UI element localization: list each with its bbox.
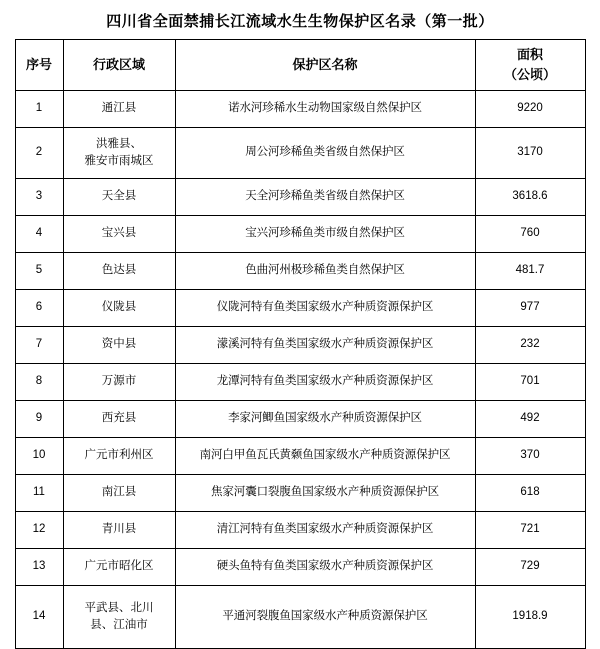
cell-region: 南江县 — [63, 475, 175, 512]
table-row — [15, 512, 585, 549]
cell-region: 通江县 — [63, 91, 175, 128]
cell-region: 青川县 — [63, 512, 175, 549]
cell-area: 492 — [475, 401, 585, 438]
column-header-no: 序号 — [15, 40, 63, 91]
cell-name: 濛溪河特有鱼类国家级水产种质资源保护区 — [175, 327, 475, 364]
cell-name: 南河白甲鱼瓦氏黄颡鱼国家级水产种质资源保护区 — [175, 438, 475, 475]
cell-no: 4 — [15, 216, 63, 253]
cell-name: 龙潭河特有鱼类国家级水产种质资源保护区 — [175, 364, 475, 401]
cell-no: 2 — [15, 128, 63, 179]
column-header-area — [475, 40, 585, 91]
cell-area: 9220 — [475, 91, 585, 128]
cell-no: 11 — [15, 475, 63, 512]
cell-area: 481.7 — [475, 253, 585, 290]
cell-name: 宝兴河珍稀鱼类市级自然保护区 — [175, 216, 475, 253]
cell-area: 3170 — [475, 128, 585, 179]
table-row — [15, 549, 585, 586]
cell-no: 6 — [15, 290, 63, 327]
cell-area: 721 — [475, 512, 585, 549]
cell-region: 广元市昭化区 — [63, 549, 175, 586]
cell-area: 3618.6 — [475, 179, 585, 216]
table-row — [15, 91, 585, 128]
table-row — [15, 179, 585, 216]
cell-no: 5 — [15, 253, 63, 290]
table-row — [15, 253, 585, 290]
column-header-area-top: 面积 — [516, 47, 543, 63]
column-header-area-unit: （公顷） — [503, 67, 556, 82]
table-row — [15, 216, 585, 253]
cell-region: 仪陇县 — [63, 290, 175, 327]
column-header-name: 保护区名称 — [175, 40, 475, 91]
cell-area: 370 — [475, 438, 585, 475]
column-header-region: 行政区域 — [63, 40, 175, 91]
cell-region: 万源市 — [63, 364, 175, 401]
table-header — [15, 40, 585, 91]
cell-name: 焦家河囊口裂腹鱼国家级水产种质资源保护区 — [175, 475, 475, 512]
cell-name: 清江河特有鱼类国家级水产种质资源保护区 — [175, 512, 475, 549]
cell-area: 232 — [475, 327, 585, 364]
table-header-row — [15, 40, 585, 91]
cell-no: 14 — [15, 586, 63, 649]
cell-name: 天全河珍稀鱼类省级自然保护区 — [175, 179, 475, 216]
cell-area: 760 — [475, 216, 585, 253]
table-row — [15, 290, 585, 327]
cell-region: 西充县 — [63, 401, 175, 438]
cell-area: 701 — [475, 364, 585, 401]
page-title: 四川省全面禁捕长江流域水生生物保护区名录（第一批） — [106, 13, 494, 30]
table-body — [15, 91, 585, 649]
cell-no: 3 — [15, 179, 63, 216]
cell-area: 729 — [475, 549, 585, 586]
cell-name: 周公河珍稀鱼类省级自然保护区 — [175, 128, 475, 179]
cell-region: 洪雅县、 雅安市雨城区 — [63, 128, 175, 179]
table-row — [15, 586, 585, 649]
table-row — [15, 401, 585, 438]
cell-region: 宝兴县 — [63, 216, 175, 253]
cell-region: 天全县 — [63, 179, 175, 216]
cell-no: 9 — [15, 401, 63, 438]
cell-name: 色曲河州极珍稀鱼类自然保护区 — [175, 253, 475, 290]
cell-region: 资中县 — [63, 327, 175, 364]
table-row — [15, 364, 585, 401]
table-row — [15, 128, 585, 179]
cell-no: 8 — [15, 364, 63, 401]
cell-no: 1 — [15, 91, 63, 128]
cell-no: 10 — [15, 438, 63, 475]
cell-region: 平武县、北川 县、江油市 — [63, 586, 175, 649]
protected-areas-table — [15, 39, 586, 649]
cell-region: 广元市利州区 — [63, 438, 175, 475]
cell-name: 平通河裂腹鱼国家级水产种质资源保护区 — [175, 586, 475, 649]
cell-name: 硬头鱼特有鱼类国家级水产种质资源保护区 — [175, 549, 475, 586]
cell-name: 诺水河珍稀水生动物国家级自然保护区 — [175, 91, 475, 128]
table-row — [15, 475, 585, 512]
cell-no: 12 — [15, 512, 63, 549]
table-row — [15, 438, 585, 475]
cell-area: 1918.9 — [475, 586, 585, 649]
cell-no: 7 — [15, 327, 63, 364]
cell-area: 618 — [475, 475, 585, 512]
cell-region: 色达县 — [63, 253, 175, 290]
cell-name: 仪陇河特有鱼类国家级水产种质资源保护区 — [175, 290, 475, 327]
table-row — [15, 327, 585, 364]
cell-area: 977 — [475, 290, 585, 327]
cell-name: 李家河鲫鱼国家级水产种质资源保护区 — [175, 401, 475, 438]
cell-no: 13 — [15, 549, 63, 586]
